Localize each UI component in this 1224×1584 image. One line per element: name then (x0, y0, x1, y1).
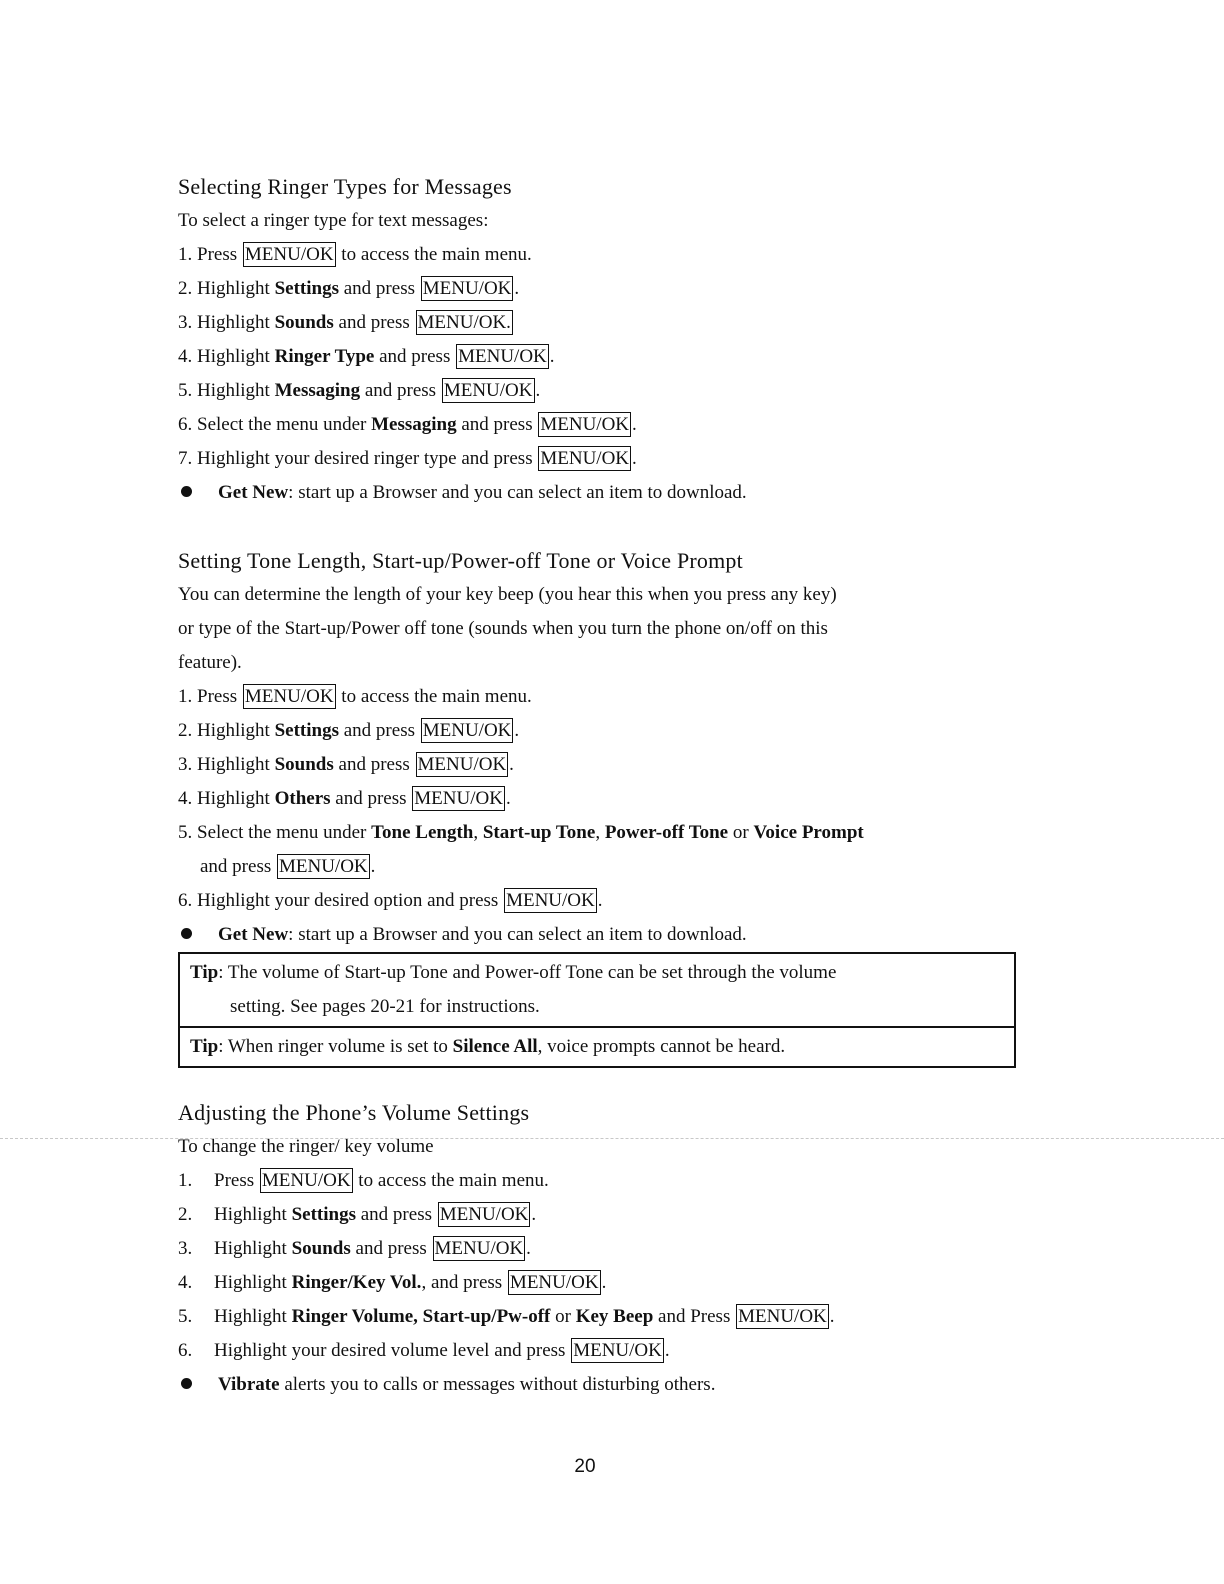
section-ringer-types (178, 170, 747, 510)
step-4: 4. Highlight Ringer Type and press MENU/OK . (178, 346, 555, 367)
step-5: 5. Highlight Ringer Volume, Start-up/Pw-off or Key Beep and Press MENU/OK . (178, 1306, 835, 1327)
menu-ok-key: MENU/OK (414, 788, 503, 809)
section-intro: To change the ringer/ key volume (178, 1136, 434, 1157)
section-paragraph-line: You can determine the length of your key beep (you hear this when you press any key) (178, 584, 837, 605)
bullet-dot-icon (181, 1378, 192, 1389)
step-5: 5. Highlight Messaging and press MENU/OK . (178, 380, 541, 401)
menu-ok-key: MENU/OK (506, 890, 595, 911)
menu-ok-key: MENU/OK (738, 1306, 827, 1327)
menu-ok-key: MENU/OK (573, 1340, 662, 1361)
menu-ok-key: MENU/OK (244, 686, 334, 707)
step-3: 3. Highlight Sounds and press MENU/OK . (178, 754, 514, 775)
step-6: 6. Highlight your desired option and press MENU/OK . (178, 890, 603, 911)
page-number: 20 (574, 1456, 596, 1477)
step-1: 1. Press MENU/OK to access the main menu. (178, 686, 532, 707)
step-1: 1. Press MENU/OK to access the main menu. (178, 244, 532, 265)
menu-ok-key: MENU/OK (261, 1170, 351, 1191)
menu-ok-key: MENU/OK (422, 278, 512, 299)
step-2: 2. Highlight Settings and press MENU/OK . (178, 720, 520, 741)
bullet-dot-icon (181, 486, 192, 497)
menu-ok-key: MENU/OK (278, 856, 368, 877)
step-6: 6. Highlight your desired volume level and press MENU/OK . (178, 1340, 670, 1361)
tip-box (178, 952, 1016, 1068)
bullet-dot-icon (181, 928, 192, 939)
menu-ok-key: MENU/OK (458, 346, 547, 367)
step-4: 4. Highlight Ringer/Key Vol., and press MENU/OK . (178, 1272, 607, 1293)
menu-ok-key: MENU/OK (540, 448, 630, 469)
step-1: 1. Press MENU/OK to access the main menu. (178, 1170, 549, 1191)
menu-ok-key: MENU/OK (509, 1272, 599, 1293)
tip-silence: Tip: When ringer volume is set to Silence All, voice prompts cannot be heard. (180, 1026, 1014, 1066)
section-title: Selecting Ringer Types for Messages (178, 174, 512, 199)
step-3: 3. Highlight Sounds and press MENU/OK. (178, 312, 511, 333)
bullet-get-new: Get New: start up a Browser and you can select an item to download. (178, 918, 864, 952)
menu-ok-key: MENU/OK (422, 720, 512, 741)
step-5: 5. Select the menu under Tone Length, Start-up Tone, Power-off Tone or Voice Prompt (178, 822, 864, 843)
menu-ok-key: MENU/OK (417, 754, 507, 775)
menu-ok-key: MENU/OK. (417, 312, 511, 333)
step-3: 3. Highlight Sounds and press MENU/OK . (178, 1238, 531, 1259)
section-paragraph-line: feature). (178, 652, 242, 673)
step-7: 7. Highlight your desired ringer type and press MENU/OK . (178, 448, 637, 469)
menu-ok-key: MENU/OK (434, 1238, 524, 1259)
step-5-continued: and press MENU/OK . (200, 856, 376, 877)
scan-artifact-line (0, 1138, 1224, 1139)
menu-ok-key: MENU/OK (244, 244, 334, 265)
tip-volume: Tip: The volume of Start-up Tone and Power-off Tone can be set through the volume setting. See pages 20-21 for instructions. (190, 962, 837, 1017)
section-paragraph-line: or type of the Start-up/Power off tone (sounds when you turn the phone on/off on this (178, 618, 828, 639)
step-4: 4. Highlight Others and press MENU/OK . (178, 788, 511, 809)
step-2: 2. Highlight Settings and press MENU/OK . (178, 1204, 537, 1225)
section-title: Setting Tone Length, Start-up/Power-off Tone or Voice Prompt (178, 548, 743, 573)
section-tone-length (178, 544, 864, 952)
menu-ok-key: MENU/OK (540, 414, 630, 435)
step-6: 6. Select the menu under Messaging and press MENU/OK . (178, 414, 637, 435)
menu-ok-key: MENU/OK (443, 380, 533, 401)
section-volume-settings (178, 1096, 835, 1402)
bullet-get-new: Get New: start up a Browser and you can select an item to download. (178, 476, 747, 510)
step-2: 2. Highlight Settings and press MENU/OK . (178, 278, 520, 299)
bullet-vibrate: Vibrate alerts you to calls or messages without disturbing others. (178, 1368, 835, 1402)
menu-ok-key: MENU/OK (439, 1204, 529, 1225)
section-title: Adjusting the Phone’s Volume Settings (178, 1100, 530, 1125)
section-intro: To select a ringer type for text messages: (178, 210, 489, 231)
